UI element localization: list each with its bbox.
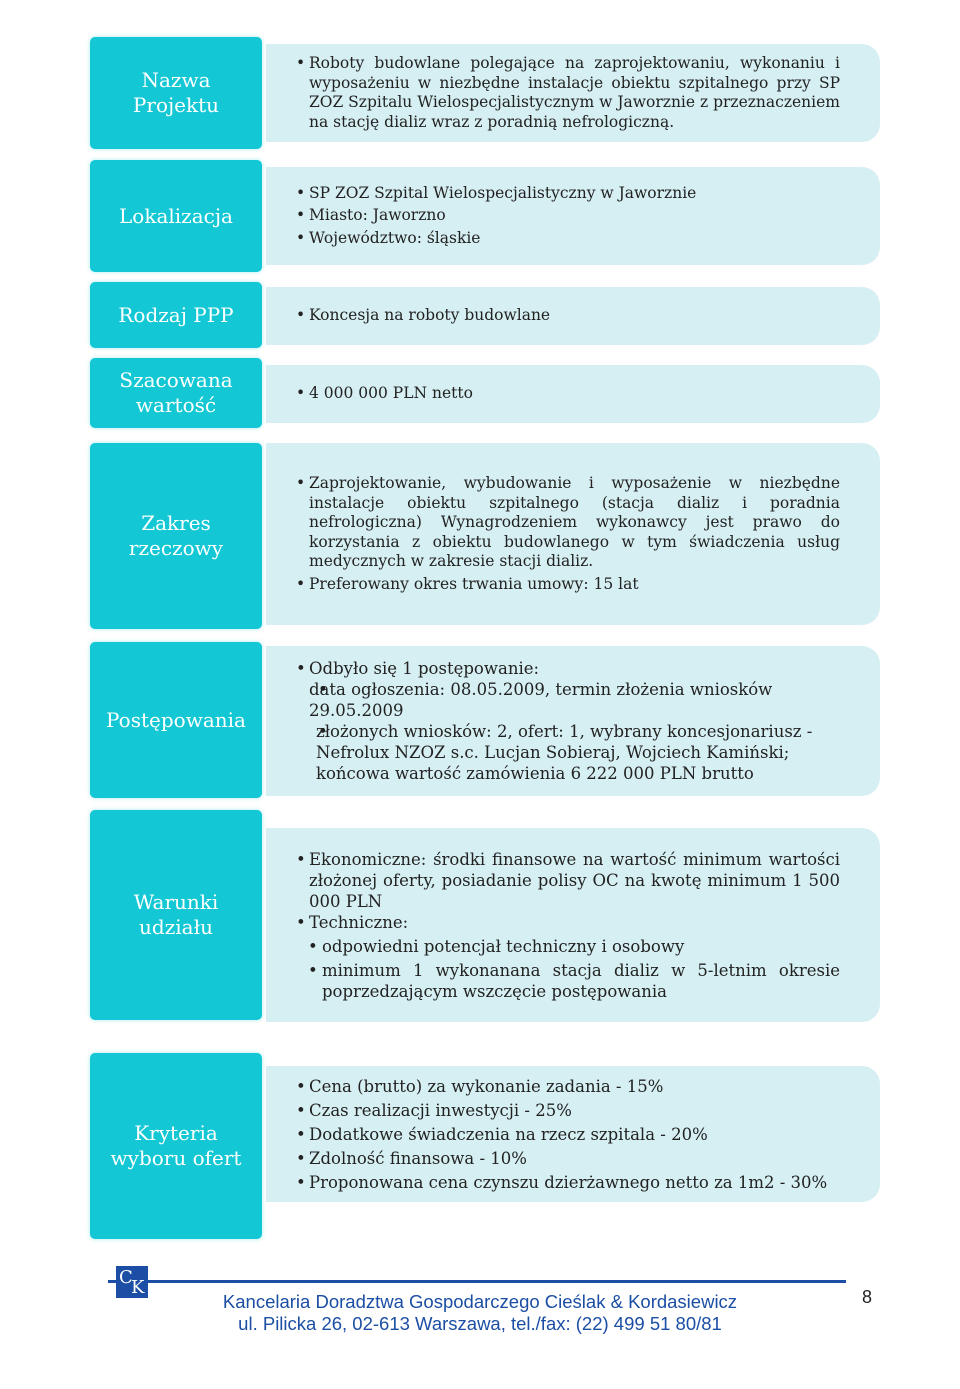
label-zakres-rzeczowy xyxy=(90,443,262,629)
list-item: • Cena (brutto) za wykonanie zadania - 15% xyxy=(296,1076,840,1097)
list-item: • Zaprojektowanie, wybudowanie i wyposażenie w niezbędne instalacje obiektu szpitalnego (stacja dializ i poradnia nefrologiczna) Wynagrodzeniem wykonawcy jest prawo do korzystania z obiektu budowlanego w tym świadczenia usług medycznych w zakresie stacji dializ. xyxy=(296,474,840,572)
list-item: • Zdolność finansowa - 10% xyxy=(296,1148,840,1169)
footer-divider xyxy=(108,1280,846,1283)
label-kryteria-wyboru-ofert xyxy=(90,1053,262,1239)
list-item: • Województwo: śląskie xyxy=(296,229,840,249)
label-postepowania xyxy=(90,642,262,798)
label-text: Warunki udziału xyxy=(133,890,219,939)
list-item: • Dodatkowe świadczenia na rzecz szpitala - 20% xyxy=(296,1124,840,1145)
label-rodzaj-ppp xyxy=(90,282,262,348)
list-item: • Techniczne: xyxy=(296,912,840,933)
sub-list-item-text: złożonych wniosków: 2, ofert: 1, wybrany koncesjonariusz - Nefrolux NZOZ s.c. Lucjan Sobieraj, Wojciech Kamiński; końcowa wartość zamówienia 6 222 000 PLN brutto xyxy=(316,722,813,783)
list-item: • Miasto: Jaworzno xyxy=(296,206,840,226)
sub-list-item xyxy=(296,721,840,784)
sub-list-item: • odpowiedni potencjał techniczny i osobowy xyxy=(296,936,840,957)
sub-list-item xyxy=(296,679,840,721)
label-text: Postępowania xyxy=(106,707,246,732)
content-nazwa-projektu xyxy=(266,44,880,142)
content-warunki-udzialu xyxy=(266,828,880,1022)
footer-address: ul. Pilicka 26, 02-613 Warszawa, tel./fax: (22) 499 51 80/81 xyxy=(238,1313,722,1334)
label-text: Szacowana wartość xyxy=(119,368,233,417)
sub-list-item: • minimum 1 wykonanana stacja dializ w 5-letnim okresie poprzedzającym wszczęcie postępowania xyxy=(296,960,840,1002)
content-rodzaj-ppp xyxy=(266,287,880,345)
label-warunki-udzialu xyxy=(90,810,262,1020)
list-item: • Preferowany okres trwania umowy: 15 lat xyxy=(296,575,840,595)
page-number: 8 xyxy=(862,1287,873,1307)
list-item: • Koncesja na roboty budowlane xyxy=(296,306,840,326)
content-postepowania xyxy=(266,646,880,796)
label-szacowana-wartosc xyxy=(90,358,262,428)
logo-letter-c: C xyxy=(119,1267,133,1288)
company-logo xyxy=(116,1266,148,1298)
content-szacowana-wartosc xyxy=(266,365,880,423)
list-item: • SP ZOZ Szpital Wielospecjalistyczny w Jaworznie xyxy=(296,184,840,204)
list-item: • Odbyło się 1 postępowanie: xyxy=(296,658,840,679)
logo-letter-k: K xyxy=(131,1277,145,1298)
sub-list-item-text: data ogłoszenia: 08.05.2009, termin złożenia wniosków 29.05.2009 xyxy=(309,680,773,720)
label-nazwa-projektu xyxy=(90,37,262,149)
list-item: • Czas realizacji inwestycji - 25% xyxy=(296,1100,840,1121)
list-item: • Proponowana cena czynszu dzierżawnego netto za 1m2 - 30% xyxy=(296,1172,840,1193)
label-lokalizacja xyxy=(90,160,262,272)
label-text: Zakres rzeczowy xyxy=(128,511,224,560)
content-lokalizacja xyxy=(266,167,880,265)
label-text: Lokalizacja xyxy=(119,203,233,228)
label-text: Kryteria wyboru ofert xyxy=(110,1121,242,1170)
footer-company-name: Kancelaria Doradztwa Gospodarczego Cieślak & Kordasiewicz xyxy=(222,1291,738,1312)
label-text: Rodzaj PPP xyxy=(118,302,234,327)
list-item: • Roboty budowlane polegające na zaprojektowaniu, wykonaniu i wyposażeniu w niezbędne instalacje obiektu szpitalnego przy SP ZOZ Szpitalu Wielospecjalistycznym w Jaworznie z przeznaczeniem na stację dializ wraz z poradnią nefrologiczną. xyxy=(296,54,840,132)
label-text: Nazwa Projektu xyxy=(132,68,220,117)
content-zakres-rzeczowy xyxy=(266,443,880,625)
content-kryteria-wyboru-ofert xyxy=(266,1066,880,1202)
list-item: • Ekonomiczne: środki finansowe na wartość minimum wartości złożonej oferty, posiadanie polisy OC na kwotę minimum 1 500 000 PLN xyxy=(296,849,840,912)
list-item: • 4 000 000 PLN netto xyxy=(296,384,840,404)
